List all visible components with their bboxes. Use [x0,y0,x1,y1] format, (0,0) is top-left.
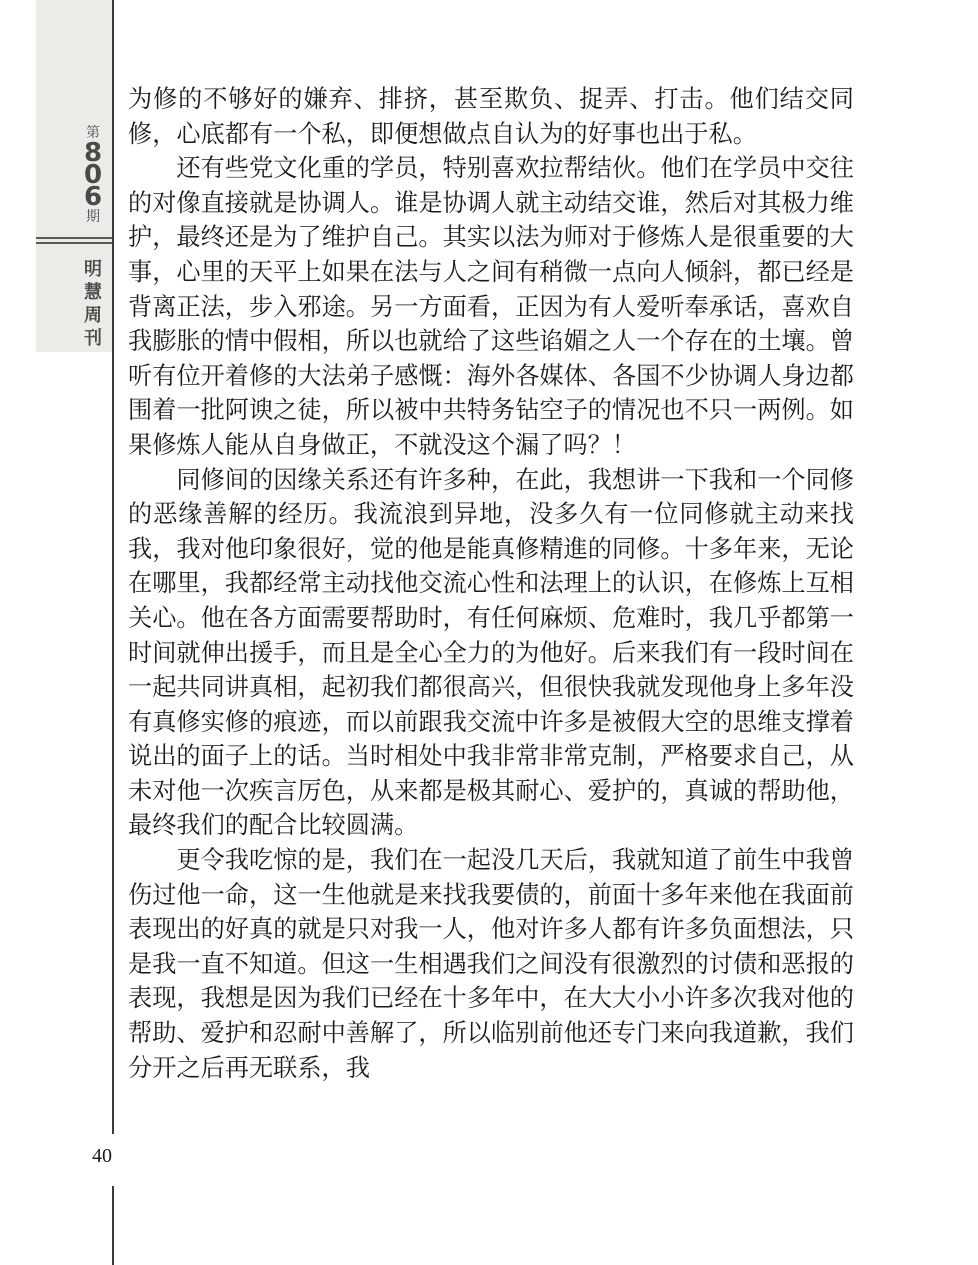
sidebar-divider-top [36,237,112,239]
page-margin-line-bottom [112,1186,114,1265]
issue-digit: 0 [83,160,103,190]
magazine-title-char: 明 [84,259,102,280]
page-margin-line [112,0,114,1134]
magazine-title-char: 周 [84,305,102,326]
issue-prefix: 第 [86,125,100,141]
paragraph: 更令我吃惊的是，我们在一起没几天后，我就知道了前生中我曾伤过他一命，这一生他就是来找我要债的，前面十多年来他在我面前表现出的好真的就是只对我一人，他对许多人都有许多负面想法，只是我一直不知道。但这一生相遇我们之间没有很激烈的讨债和恶报的表现，我想是因为我们已经在十多年中，在大大小小许多次我对他的帮助、爱护和忍耐中善解了，所以临别前他还专门来向我道歉，我们分开之后再无联系，我 [128,846,854,1082]
issue-number [74,124,112,226]
article-body [128,82,854,1085]
magazine-title [74,258,112,350]
page-number: 40 [92,1145,112,1167]
magazine-title-char: 刊 [84,328,102,349]
issue-suffix: 期 [86,209,100,225]
magazine-title-char: 慧 [84,282,102,303]
sidebar-divider-bottom [36,242,112,244]
issue-digit: 8 [83,138,103,168]
paragraph: 还有些党文化重的学员，特别喜欢拉帮结伙。他们在学员中交往的对像直接就是协调人。谁是协调人就主动结交谁，然后对其极力维护，最终还是为了维护自己。其实以法为师对于修炼人是很重要的大事，心里的天平上如果在法与人之间有稍微一点向人倾斜，都已经是背离正法，步入邪途。另一方面看，正因为有人爱听奉承话，喜欢自我膨胀的情中假相，所以也就给了这些谄媚之人一个存在的土壤。曾听有位开着修的大法弟子感慨：海外各媒体、各国不少协调人身边都围着一批阿谀之徒，所以被中共特务钻空子的情况也不只一两例。如果修炼人能从自身做正，不就没这个漏了吗？！ [128,154,854,459]
paragraph: 为修的不够好的嫌弃、排挤，甚至欺负、捉弄、打击。他们结交同修，心底都有一个私，即便想做点自认为的好事也出于私。 [128,85,854,148]
paragraph: 同修间的因缘关系还有许多种，在此，我想讲一下我和一个同修的恶缘善解的经历。我流浪到异地，没多久有一位同修就主动来找我，我对他印象很好，觉的他是能真修精進的同修。十多年来，无论在哪里，我都经常主动找他交流心性和法理上的认识，在修炼上互相关心。他在各方面需要帮助时，有任何麻烦、危难时，我几乎都第一时间就伸出援手，而且是全心全力的为他好。后来我们有一段时间在一起共同讲真相，起初我们都很高兴，但很快我就发现他身上多年没有真修实修的痕迹，而以前跟我交流中许多是被假大空的思维支撑着说出的面子上的话。当时相处中我非常非常克制，严格要求自己，从未对他一次疾言厉色，从来都是极其耐心、爱护的，真诚的帮助他，最终我们的配合比较圆满。 [128,465,854,840]
issue-digit: 6 [83,182,103,212]
